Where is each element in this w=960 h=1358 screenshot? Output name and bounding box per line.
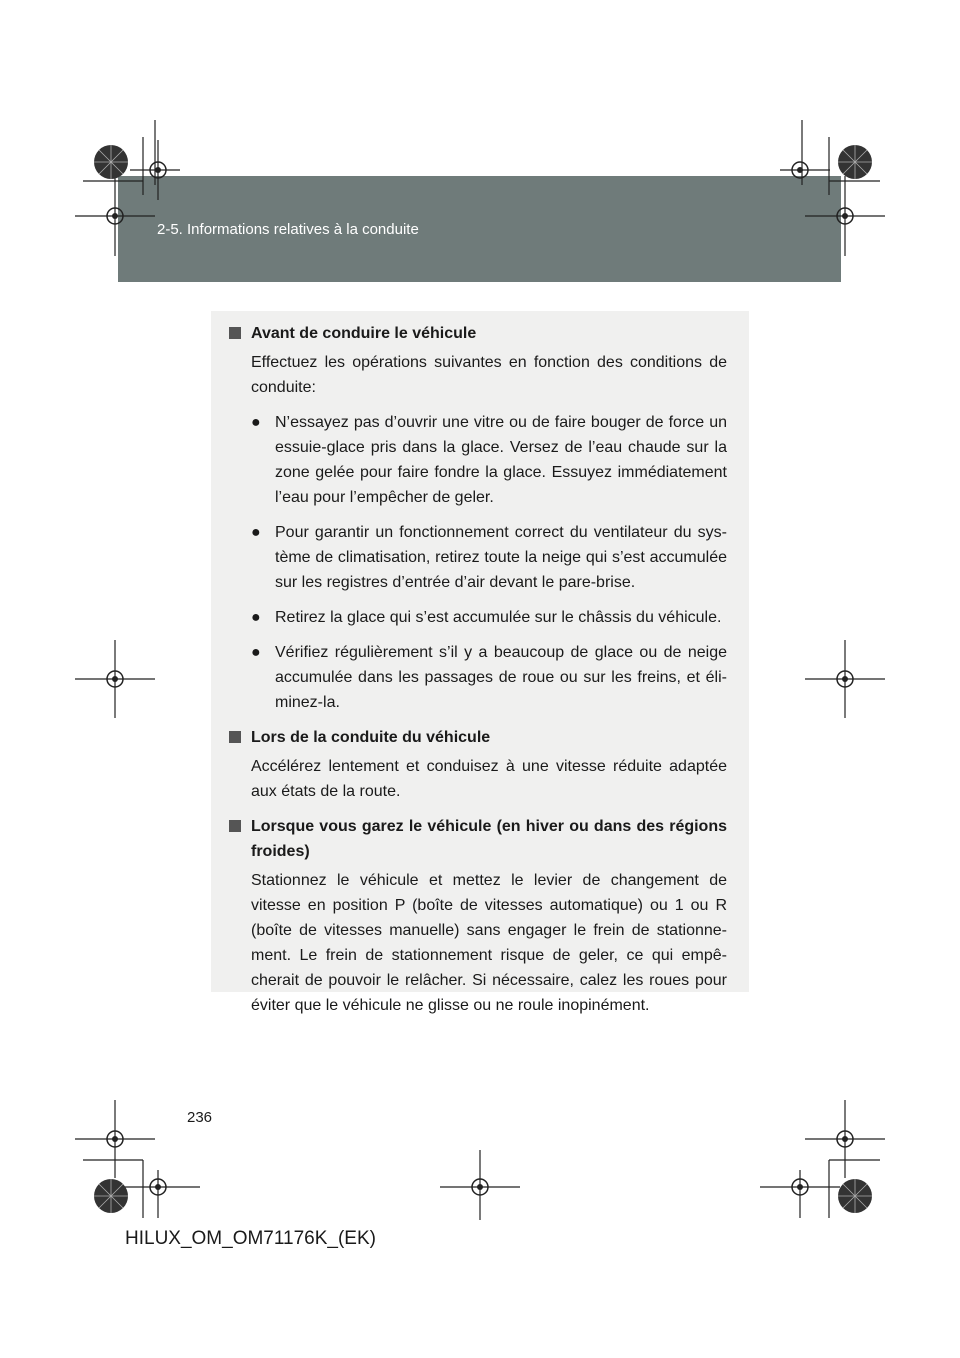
list-item: ● Vérifiez régulièrement s’il y a beaucoup de glace ou de neige accumulée dans les passages de roue ou sur les freins, et éliminez-la.	[251, 640, 727, 715]
square-bullet-icon	[229, 731, 241, 743]
section-heading: Lorsque vous garez le véhicule (en hiver ou dans des régions froides)	[251, 818, 727, 860]
section-text: Accélérez lentement et conduisez à une vitesse réduite adaptée aux états de la route.	[251, 758, 727, 800]
bullet-icon: ●	[251, 644, 261, 661]
section-title: 2-5. Informations relatives à la conduite	[157, 221, 419, 238]
section-before-driving	[229, 321, 727, 715]
manual-code: HILUX_OM_OM71176K_(EK)	[125, 1228, 376, 1249]
list-item: ● N’essayez pas d’ouvrir une vitre ou de faire bouger de force un essuie-glace pris dans la glace. Versez de l’eau chaude sur la zone gelée pour faire fondre la glace. Essuyez immédiatement l’eau pour l’empêcher de geler.	[251, 410, 727, 510]
list-item: ● Retirez la glace qui s’est accumulée sur le châssis du véhicule.	[251, 605, 727, 630]
bullet-icon: ●	[251, 609, 261, 626]
square-bullet-icon	[229, 820, 241, 832]
bullet-icon: ●	[251, 414, 261, 431]
list-item: ● Pour garantir un fonctionnement correct du ventilateur du système de climatisation, retirez toute la neige qui s’est accumulée sur les registres d’entrée d’air devant le pare-brise.	[251, 520, 727, 595]
square-bullet-icon	[229, 327, 241, 339]
book-meta: HILUX_OM_OM71176K_(EK).book Page 236 Wednesday, May 16, 2012 2:32 PM	[178, 167, 600, 178]
section-parking	[229, 814, 727, 1018]
section-text: Stationnez le véhicule et mettez le levier de changement de vitesse en position P (boîte de vitesses automatique) ou 1 ou R (boîte de vitesses manuelle) sans engager le frein de stationnement. Le frein de stationnement risque de geler, ce qui empêcherait de pouvoir le relâcher. Si nécessaire, calez les roues pour éviter que le véhicule ne glisse ou ne roule inopinément.	[251, 872, 727, 1014]
section-while-driving	[229, 725, 727, 804]
info-box	[211, 311, 749, 1014]
section-heading: Lors de la conduite du véhicule	[251, 729, 491, 746]
section-intro: Effectuez les opérations suivantes en fonction des conditions de conduite:	[251, 354, 727, 396]
bullet-icon: ●	[251, 524, 261, 541]
section-heading: Avant de conduire le véhicule	[251, 325, 477, 342]
page-number: 236	[187, 1109, 213, 1126]
